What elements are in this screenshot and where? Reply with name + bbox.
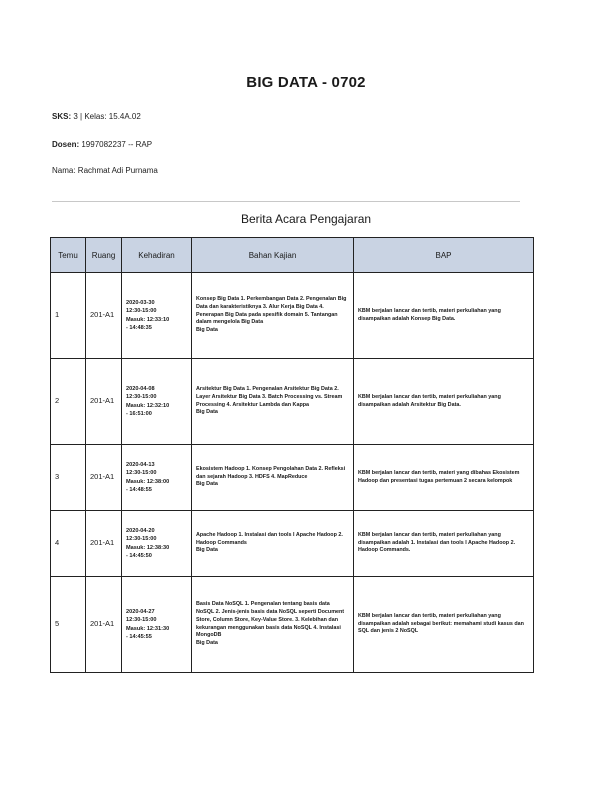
kehadiran-cell [122,273,192,359]
temu-cell: 5 [51,577,86,673]
kehadiran-date: 2020-04-08 [126,386,155,393]
table-row [51,273,534,359]
dosen-line [52,140,152,149]
bap-cell: KBM berjalan lancar dan tertib, materi yang dibahas Ekosistem Hadoop dan presentasi tugas pertemuan 2 secara kelompok [354,445,534,511]
table-row [51,359,534,445]
kehadiran-cell [122,359,192,445]
bahan-kajian-course: Big Data [196,547,218,554]
kehadiran-cell [122,577,192,673]
bahan-kajian-course: Big Data [196,640,218,647]
kehadiran-schedule: 12:30-15:00 [126,470,157,477]
bahan-kajian-course: Big Data [196,327,218,334]
bahan-kajian-cell [192,511,354,577]
bap-cell: KBM berjalan lancar dan tertib, materi perkuliahan yang disampaikan adalah 1. Instalasi dan tools I Apache Hadoop 2. Hadoop Commands. [354,511,534,577]
document-title: BIG DATA - 0702 [246,74,366,91]
bahan-kajian-cell [192,273,354,359]
header-bap: BAP [354,238,534,273]
ruang-cell: 201-A1 [86,273,122,359]
table-row [51,577,534,673]
kehadiran-masuk: Masuk: 12:33:10 [126,316,170,323]
kehadiran-keluar: - 14:45:50 [126,552,152,559]
sks-kelas-value: 3 | Kelas: 15.4A.02 [73,112,141,121]
bahan-kajian-cell [192,445,354,511]
bahan-kajian-cell [192,359,354,445]
ruang-cell: 201-A1 [86,445,122,511]
kehadiran-date: 2020-04-20 [126,528,155,535]
kehadiran-cell [122,445,192,511]
kehadiran-schedule: 12:30-15:00 [126,617,157,624]
kehadiran-keluar: - 14:45:55 [126,633,152,640]
kehadiran-date: 2020-04-27 [126,609,155,616]
kehadiran-masuk: Masuk: 12:32:10 [126,402,170,409]
kehadiran-date: 2020-04-13 [126,462,155,469]
ruang-cell: 201-A1 [86,359,122,445]
bap-cell: KBM berjalan lancar dan tertib, materi perkuliahan yang disampaikan adalah sebagai berikut: memahami studi kasus dan SQL dan jenis 2 NoSQL [354,577,534,673]
dosen-label: Dosen: [52,140,80,149]
bahan-kajian-course: Big Data [196,481,218,488]
table-row [51,445,534,511]
kehadiran-date: 2020-03-30 [126,300,155,307]
divider [52,201,520,202]
header-ruang: Ruang [86,238,122,273]
kehadiran-schedule: 12:30-15:00 [126,536,157,543]
header-bahan-kajian: Bahan Kajian [192,238,354,273]
temu-cell: 1 [51,273,86,359]
kehadiran-masuk: Masuk: 12:38:30 [126,544,170,551]
bap-cell: KBM berjalan lancar dan tertib, materi perkuliahan yang disampaikan adalah Konsep Big Data. [354,273,534,359]
section-title: Berita Acara Pengajaran [240,212,372,226]
bap-table [50,237,534,673]
header-temu: Temu [51,238,86,273]
table-header-row [51,238,534,273]
bahan-kajian-text: Apache Hadoop 1. Instalasi dan tools I Apache Hadoop 2. Hadoop Commands [196,531,343,546]
table-row [51,511,534,577]
sks-kelas-line [52,112,141,121]
dosen-value: 1997082237 -- RAP [81,140,153,149]
temu-cell: 3 [51,445,86,511]
kehadiran-keluar: - 14:48:35 [126,324,152,331]
bahan-kajian-cell [192,577,354,673]
kehadiran-keluar: - 16:51:00 [126,410,152,417]
ruang-cell: 201-A1 [86,511,122,577]
bahan-kajian-text: Arsitektur Big Data 1. Pengenalan Arsitektur Big Data 2. Layer Arsitektur Big Data 3. Batch Processing vs. Stream Processing 4. Arsitektur Lambda dan Kappa [196,385,343,408]
kehadiran-schedule: 12:30-15:00 [126,308,157,315]
bahan-kajian-text: Konsep Big Data 1. Perkembangan Data 2. Pengenalan Big Data dan karakteristiknya 3. Alur Kerja Big Data 4. Penerapan Big Data pada spesifik domain 5. Tantangan dalam mengelola Big Data [196,295,347,326]
temu-cell: 2 [51,359,86,445]
bahan-kajian-text: Ekosistem Hadoop 1. Konsep Pengolahan Data 2. Refleksi dan sejarah Hadoop 3. HDFS 4. MapReduce [196,465,346,480]
ruang-cell: 201-A1 [86,577,122,673]
temu-cell: 4 [51,511,86,577]
kehadiran-masuk: Masuk: 12:38:00 [126,478,170,485]
header-kehadiran: Kehadiran [122,238,192,273]
kehadiran-cell [122,511,192,577]
bahan-kajian-text: Basis Data NoSQL 1. Pengenalan tentang basis data NoSQL 2. Jenis-jenis basis data NoSQL seperti Document Store, Column Store, Key-Value Store. 3. Kelebihan dan kekurangan menggunakan basis data NoSQL 4. Instalasi MongoDB [196,601,345,639]
bahan-kajian-course: Big Data [196,409,218,416]
sks-label: SKS: [52,112,72,121]
kehadiran-masuk: Masuk: 12:31:30 [126,625,170,632]
kehadiran-keluar: - 14:48:55 [126,486,152,493]
student-name: Nama: Rachmat Adi Purnama [52,166,158,175]
kehadiran-schedule: 12:30-15:00 [126,394,157,401]
bap-cell: KBM berjalan lancar dan tertib, materi perkuliahan yang disampaikan adalah Arsitektur Big Data. [354,359,534,445]
